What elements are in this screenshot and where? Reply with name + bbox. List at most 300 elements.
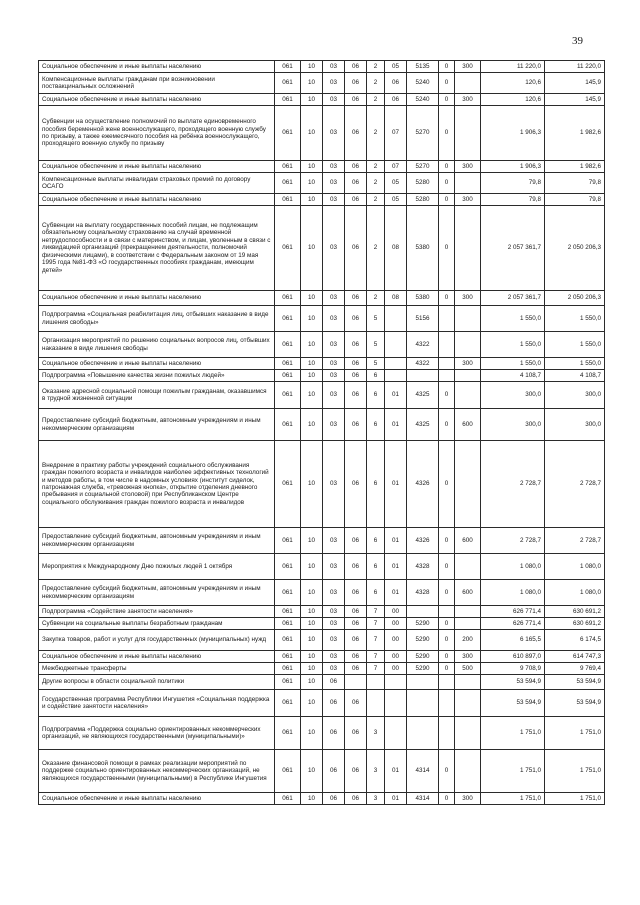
amount-cell: 1 080,0 [545,554,605,580]
code-cell: 10 [301,750,323,793]
code-cell [439,690,455,717]
code-cell: 6 [367,370,385,382]
table-row [39,618,605,630]
amount-cell: 145,9 [545,94,605,106]
code-cell: 06 [345,194,367,206]
amount-cell: 1 751,0 [481,750,545,793]
row-name-cell: Социальное обеспечение и иные выплаты населению [39,61,275,73]
code-cell: 10 [301,332,323,358]
row-name-cell: Организация мероприятий по решению социальных вопросов лиц, отбывших наказание в виде лишения свободы [39,332,275,358]
code-cell: 5240 [407,94,439,106]
code-cell [455,73,481,94]
code-cell: 300 [455,94,481,106]
amount-cell: 1 550,0 [481,332,545,358]
amount-cell: 610 897,0 [481,651,545,663]
code-cell: 4322 [407,332,439,358]
code-cell: 300 [455,291,481,306]
code-cell: 5240 [407,73,439,94]
code-cell: 03 [323,580,345,606]
code-cell: 2 [367,94,385,106]
code-cell: 2 [367,194,385,206]
code-cell [455,370,481,382]
code-cell: 061 [275,161,301,173]
amount-cell: 2 050 206,3 [545,291,605,306]
code-cell: 061 [275,663,301,675]
code-cell: 061 [275,409,301,441]
code-cell: 06 [385,94,407,106]
code-cell [407,690,439,717]
code-cell [439,332,455,358]
code-cell: 08 [385,206,407,291]
code-cell: 4328 [407,580,439,606]
code-cell: 6 [367,554,385,580]
code-cell: 03 [323,161,345,173]
code-cell: 06 [345,580,367,606]
code-cell: 061 [275,690,301,717]
table-row [39,291,605,306]
code-cell: 10 [301,606,323,618]
code-cell: 03 [323,94,345,106]
row-name-cell: Закупка товаров, работ и услуг для государственных (муниципальных) нужд [39,630,275,651]
code-cell: 05 [385,173,407,194]
code-cell: 06 [345,173,367,194]
code-cell: 08 [385,291,407,306]
code-cell: 5290 [407,630,439,651]
row-name-cell: Компенсационные выплаты инвалидам страховых премий по договору ОСАГО [39,173,275,194]
code-cell [407,675,439,690]
budget-table [38,60,605,805]
table-row [39,717,605,750]
code-cell: 06 [345,306,367,332]
code-cell [385,332,407,358]
code-cell: 10 [301,409,323,441]
code-cell: 00 [385,651,407,663]
table-row [39,332,605,358]
row-name-cell: Предоставление субсидий бюджетным, автономным учреждениям и иным некоммерческим организациям [39,580,275,606]
code-cell: 6 [367,528,385,554]
amount-cell: 1 550,0 [545,306,605,332]
amount-cell: 1 906,3 [481,106,545,161]
code-cell: 061 [275,173,301,194]
table-row [39,580,605,606]
table-row [39,370,605,382]
amount-cell: 2 728,7 [545,528,605,554]
table-row [39,528,605,554]
code-cell: 300 [455,358,481,370]
code-cell: 06 [345,370,367,382]
table-row [39,61,605,73]
code-cell: 03 [323,554,345,580]
amount-cell: 9 769,4 [545,663,605,675]
code-cell: 01 [385,750,407,793]
code-cell: 6 [367,441,385,528]
table-row [39,750,605,793]
table-row [39,554,605,580]
amount-cell: 630 691,2 [545,606,605,618]
code-cell [455,717,481,750]
code-cell: 0 [439,173,455,194]
code-cell: 06 [345,291,367,306]
code-cell: 03 [323,630,345,651]
amount-cell: 53 594,9 [545,690,605,717]
code-cell: 05 [385,61,407,73]
code-cell: 06 [345,663,367,675]
code-cell: 0 [439,61,455,73]
code-cell: 10 [301,554,323,580]
amount-cell: 2 728,7 [545,441,605,528]
code-cell: 01 [385,409,407,441]
code-cell: 061 [275,554,301,580]
code-cell: 06 [345,554,367,580]
code-cell: 061 [275,332,301,358]
code-cell: 06 [345,750,367,793]
amount-cell: 2 728,7 [481,528,545,554]
code-cell: 01 [385,554,407,580]
amount-cell: 1 550,0 [481,306,545,332]
code-cell: 061 [275,370,301,382]
table-row [39,382,605,409]
code-cell: 00 [385,630,407,651]
code-cell: 600 [455,528,481,554]
code-cell: 06 [345,630,367,651]
row-name-cell: Предоставление субсидий бюджетным, автономным учреждениям и иным некоммерческим организациям [39,528,275,554]
code-cell: 06 [345,161,367,173]
code-cell: 10 [301,161,323,173]
amount-cell: 11 220,0 [481,61,545,73]
code-cell: 061 [275,630,301,651]
code-cell: 061 [275,750,301,793]
amount-cell: 6 165,5 [481,630,545,651]
code-cell: 0 [439,441,455,528]
table-row [39,675,605,690]
code-cell: 06 [345,382,367,409]
row-name-cell: Предоставление субсидий бюджетным, автономным учреждениям и иным некоммерческим организациям [39,409,275,441]
table-row [39,194,605,206]
code-cell: 061 [275,606,301,618]
row-name-cell: Социальное обеспечение и иные выплаты населению [39,651,275,663]
code-cell [407,370,439,382]
code-cell: 06 [323,793,345,805]
code-cell: 061 [275,580,301,606]
code-cell: 5 [367,306,385,332]
amount-cell: 1 080,0 [481,580,545,606]
code-cell: 06 [345,690,367,717]
code-cell: 10 [301,793,323,805]
table-row [39,793,605,805]
code-cell: 2 [367,161,385,173]
code-cell: 7 [367,651,385,663]
amount-cell: 79,8 [545,173,605,194]
amount-cell: 1 906,3 [481,161,545,173]
table-row [39,606,605,618]
table-row [39,161,605,173]
code-cell: 2 [367,73,385,94]
amount-cell: 626 771,4 [481,606,545,618]
code-cell [439,370,455,382]
amount-cell: 626 771,4 [481,618,545,630]
code-cell: 0 [439,528,455,554]
code-cell: 500 [455,663,481,675]
code-cell: 2 [367,291,385,306]
amount-cell: 79,8 [481,194,545,206]
amount-cell: 6 174,5 [545,630,605,651]
code-cell: 6 [367,409,385,441]
code-cell: 0 [439,750,455,793]
amount-cell: 300,0 [545,382,605,409]
amount-cell: 79,8 [481,173,545,194]
code-cell: 03 [323,409,345,441]
code-cell: 03 [323,441,345,528]
code-cell [385,306,407,332]
code-cell: 06 [323,750,345,793]
row-name-cell: Подпрограмма «Поддержка социально ориентированных некоммерческих организаций, не являющихся государственными (муниципальными)» [39,717,275,750]
page-number: 39 [572,35,583,47]
code-cell: 3 [367,717,385,750]
code-cell: 10 [301,173,323,194]
row-name-cell: Социальное обеспечение и иные выплаты населению [39,94,275,106]
table-row [39,630,605,651]
code-cell [367,690,385,717]
code-cell: 061 [275,441,301,528]
code-cell: 03 [323,606,345,618]
code-cell: 01 [385,580,407,606]
code-cell: 061 [275,206,301,291]
code-cell: 03 [323,332,345,358]
code-cell: 4326 [407,441,439,528]
code-cell: 5156 [407,306,439,332]
table-row [39,663,605,675]
code-cell: 06 [323,675,345,690]
code-cell: 061 [275,793,301,805]
code-cell: 03 [323,382,345,409]
code-cell: 061 [275,651,301,663]
row-name-cell: Оказание адресной социальной помощи пожилым гражданам, оказавшимся в трудной жизненной ситуации [39,382,275,409]
code-cell: 5290 [407,663,439,675]
code-cell [439,675,455,690]
amount-cell: 4 108,7 [545,370,605,382]
code-cell [439,717,455,750]
code-cell: 300 [455,793,481,805]
code-cell: 0 [439,194,455,206]
code-cell [455,554,481,580]
code-cell: 03 [323,173,345,194]
table-row [39,106,605,161]
amount-cell: 300,0 [481,382,545,409]
code-cell [345,675,367,690]
code-cell [455,675,481,690]
code-cell [385,690,407,717]
code-cell [455,750,481,793]
code-cell: 10 [301,73,323,94]
code-cell [385,717,407,750]
row-name-cell: Оказание финансовой помощи в рамках реализации мероприятий по поддержке социально ориентированных некоммерческих организаций, не являющихся государственными (муниципальными) в Республике Ингушетия [39,750,275,793]
code-cell: 01 [385,793,407,805]
code-cell: 600 [455,580,481,606]
code-cell: 10 [301,370,323,382]
code-cell: 10 [301,630,323,651]
row-name-cell: Социальное обеспечение и иные выплаты населению [39,358,275,370]
code-cell: 06 [345,73,367,94]
code-cell: 10 [301,94,323,106]
row-name-cell: Государственная программа Республики Ингушетия «Социальная поддержка и содействие занятости населения» [39,690,275,717]
code-cell: 06 [345,106,367,161]
code-cell [455,106,481,161]
code-cell: 061 [275,528,301,554]
code-cell: 06 [323,717,345,750]
row-name-cell: Компенсационные выплаты гражданам при возникновении поствакцинальных осложнений [39,73,275,94]
code-cell: 200 [455,630,481,651]
code-cell: 03 [323,291,345,306]
code-cell: 10 [301,690,323,717]
code-cell: 061 [275,382,301,409]
amount-cell: 2 057 361,7 [481,291,545,306]
code-cell: 0 [439,651,455,663]
code-cell [439,358,455,370]
code-cell: 03 [323,618,345,630]
code-cell: 06 [345,61,367,73]
code-cell: 6 [367,580,385,606]
code-cell: 10 [301,358,323,370]
code-cell: 0 [439,630,455,651]
amount-cell: 1 751,0 [545,717,605,750]
code-cell: 4325 [407,409,439,441]
amount-cell: 1 550,0 [545,358,605,370]
code-cell: 10 [301,651,323,663]
code-cell: 06 [345,793,367,805]
code-cell: 01 [385,382,407,409]
code-cell: 03 [323,358,345,370]
code-cell: 7 [367,663,385,675]
code-cell: 03 [323,663,345,675]
amount-cell: 300,0 [545,409,605,441]
table-row [39,94,605,106]
code-cell: 5290 [407,651,439,663]
amount-cell: 1 751,0 [545,750,605,793]
code-cell: 07 [385,106,407,161]
code-cell: 4314 [407,750,439,793]
code-cell [439,606,455,618]
row-name-cell: Мероприятия к Международному Дню пожилых людей 1 октября [39,554,275,580]
code-cell: 10 [301,291,323,306]
amount-cell: 1 080,0 [545,580,605,606]
code-cell [455,690,481,717]
code-cell: 2 [367,106,385,161]
code-cell: 03 [323,528,345,554]
amount-cell: 120,6 [481,73,545,94]
amount-cell: 4 108,7 [481,370,545,382]
row-name-cell: Межбюджетные трансферты [39,663,275,675]
code-cell [385,358,407,370]
code-cell: 06 [345,409,367,441]
amount-cell: 1 080,0 [481,554,545,580]
code-cell: 06 [345,606,367,618]
code-cell: 5380 [407,206,439,291]
code-cell: 0 [439,94,455,106]
amount-cell: 53 594,9 [481,675,545,690]
amount-cell: 1 982,6 [545,161,605,173]
code-cell: 03 [323,306,345,332]
code-cell: 0 [439,291,455,306]
code-cell: 7 [367,618,385,630]
table-row [39,306,605,332]
code-cell: 061 [275,717,301,750]
code-cell: 0 [439,409,455,441]
code-cell: 0 [439,618,455,630]
code-cell: 10 [301,206,323,291]
code-cell [455,606,481,618]
code-cell: 06 [345,358,367,370]
table-body [39,61,605,805]
table-row [39,409,605,441]
code-cell: 0 [439,554,455,580]
table-row [39,651,605,663]
row-name-cell: Подпрограмма «Повышение качества жизни пожилых людей» [39,370,275,382]
code-cell: 10 [301,618,323,630]
code-cell: 300 [455,61,481,73]
code-cell: 06 [345,528,367,554]
amount-cell: 1 751,0 [481,717,545,750]
code-cell: 4326 [407,528,439,554]
code-cell: 061 [275,618,301,630]
code-cell [455,618,481,630]
code-cell: 10 [301,106,323,161]
amount-cell: 614 747,3 [545,651,605,663]
code-cell: 600 [455,409,481,441]
code-cell: 061 [275,94,301,106]
code-cell: 061 [275,106,301,161]
amount-cell: 1 751,0 [481,793,545,805]
code-cell [455,332,481,358]
code-cell: 300 [455,194,481,206]
row-name-cell: Социальное обеспечение и иные выплаты населению [39,161,275,173]
code-cell [455,306,481,332]
code-cell: 10 [301,675,323,690]
amount-cell: 79,8 [545,194,605,206]
code-cell [455,382,481,409]
amount-cell: 145,9 [545,73,605,94]
code-cell: 06 [345,717,367,750]
table-row [39,441,605,528]
code-cell: 10 [301,528,323,554]
row-name-cell: Социальное обеспечение и иные выплаты населению [39,793,275,805]
code-cell: 0 [439,663,455,675]
code-cell: 0 [439,73,455,94]
code-cell: 0 [439,106,455,161]
code-cell: 061 [275,61,301,73]
code-cell [385,675,407,690]
code-cell: 300 [455,161,481,173]
code-cell: 061 [275,73,301,94]
code-cell: 061 [275,358,301,370]
amount-cell: 2 057 361,7 [481,206,545,291]
code-cell: 4328 [407,554,439,580]
code-cell: 00 [385,663,407,675]
code-cell: 4322 [407,358,439,370]
code-cell: 03 [323,73,345,94]
code-cell: 0 [439,206,455,291]
code-cell: 00 [385,606,407,618]
row-name-cell: Другие вопросы в области социальной политики [39,675,275,690]
code-cell [407,606,439,618]
code-cell: 3 [367,750,385,793]
table-row [39,206,605,291]
code-cell: 10 [301,580,323,606]
amount-cell: 2 728,7 [481,441,545,528]
code-cell: 01 [385,441,407,528]
amount-cell: 9 708,9 [481,663,545,675]
code-cell: 5290 [407,618,439,630]
code-cell: 5135 [407,61,439,73]
